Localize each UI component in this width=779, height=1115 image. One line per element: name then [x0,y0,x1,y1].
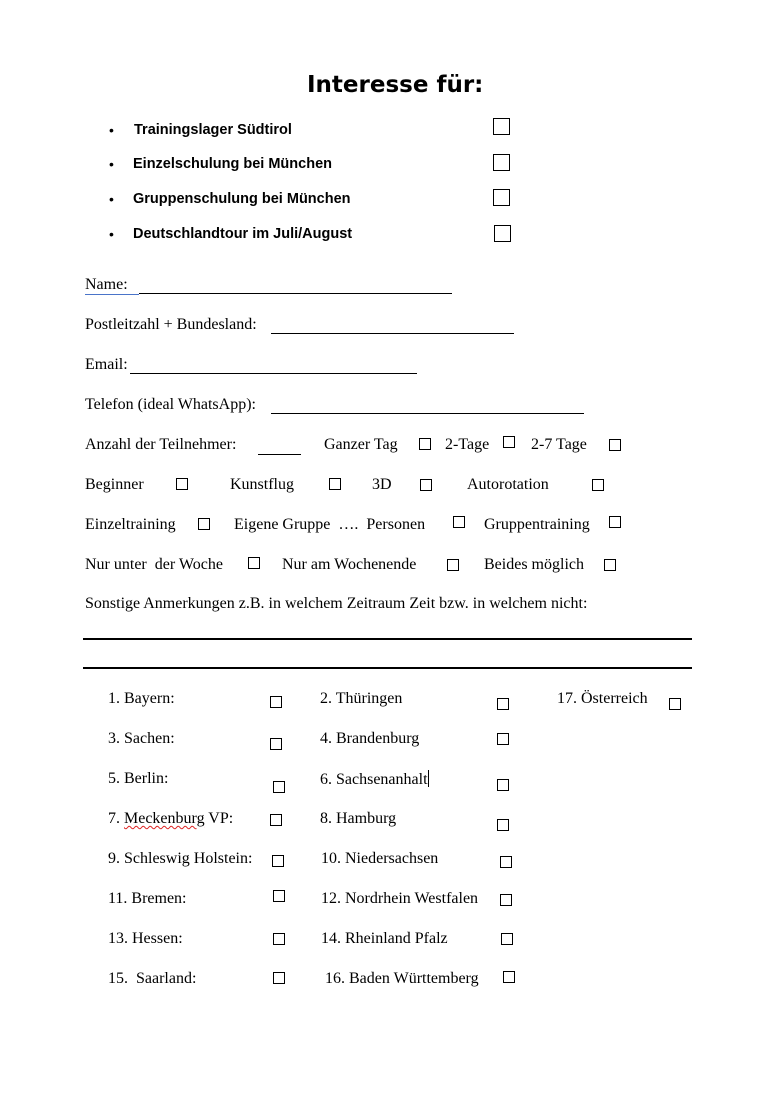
region-label: 9. Schleswig Holstein: [108,850,253,867]
own-group-checkbox[interactable] [453,516,465,528]
remarks-label: Sonstige Anmerkungen z.B. in welchem Zeitraum Zeit bzw. in welchem nicht: [85,595,588,612]
option-label: Ganzer Tag [324,436,398,453]
interest-checkbox[interactable] [493,189,510,206]
kunstflug-checkbox[interactable] [329,478,341,490]
region-checkbox-berlin[interactable] [273,781,285,793]
region-label: 2. Thüringen [320,690,403,707]
region-label: 14. Rheinland Pfalz [321,930,448,947]
region-checkbox-nrw[interactable] [500,894,512,906]
region-label: 8. Hamburg [320,810,397,827]
bullet-icon: • [109,226,114,242]
region-checkbox-hamburg[interactable] [497,819,509,831]
region-checkbox-rheinland-pfalz[interactable] [501,933,513,945]
region-checkbox-bremen[interactable] [273,890,285,902]
region-label: 5. Berlin: [108,770,169,787]
name-label: Name: [85,276,139,295]
text-cursor [428,770,429,787]
interest-checkbox[interactable] [493,118,510,135]
region-checkbox-baden-wuerttemberg[interactable] [503,971,515,983]
autorotation-checkbox[interactable] [592,479,604,491]
schedule-label: Nur unter der Woche [85,556,223,573]
region-checkbox-saarland[interactable] [273,972,285,984]
region-label: 10. Niedersachsen [321,850,439,867]
region-label: 1. Bayern: [108,690,175,707]
beginner-checkbox[interactable] [176,478,188,490]
region-checkbox-oesterreich[interactable] [669,698,681,710]
region-checkbox-brandenburg[interactable] [497,733,509,745]
region-label: 15. Saarland: [108,970,197,987]
region-checkbox-sachsen[interactable] [270,738,282,750]
phone-label: Telefon (ideal WhatsApp): [85,396,256,413]
region-checkbox-mecklenburg[interactable] [270,814,282,826]
region-checkbox-schleswig-holstein[interactable] [272,855,284,867]
remarks-line-2[interactable] [83,667,692,669]
phone-field[interactable] [271,413,584,414]
bullet-icon: • [109,122,114,138]
interest-checkbox[interactable] [493,154,510,171]
postcode-label: Postleitzahl + Bundesland: [85,316,257,333]
option-label: 2-Tage [445,436,490,453]
training-label: Einzeltraining [85,516,176,533]
group-training-checkbox[interactable] [609,516,621,528]
region-label: 13. Hessen: [108,930,183,947]
participants-count-field[interactable] [258,454,301,455]
name-field[interactable] [139,293,452,294]
interest-label: Trainingslager Südtirol [134,122,292,138]
region-label: 4. Brandenburg [320,730,420,747]
both-checkbox[interactable] [604,559,616,571]
level-label: Kunstflug [230,476,294,493]
interest-label: Einzelschulung bei München [133,156,332,172]
interest-label: Gruppenschulung bei München [133,191,351,207]
level-label: 3D [372,476,392,493]
level-label: Autorotation [467,476,549,493]
email-label: Email: [85,356,128,373]
postcode-field[interactable] [271,333,514,334]
region-checkbox-bayern[interactable] [270,696,282,708]
email-field[interactable] [130,373,417,374]
single-training-checkbox[interactable] [198,518,210,530]
region-label: 3. Sachen: [108,730,175,747]
region-label: 11. Bremen: [108,890,187,907]
region-checkbox-niedersachsen[interactable] [500,856,512,868]
region-checkbox-hessen[interactable] [273,933,285,945]
bullet-icon: • [109,156,114,172]
region-checkbox-thueringen[interactable] [497,698,509,710]
level-label: Beginner [85,476,144,493]
page-title: Interesse für: [307,72,484,98]
3d-checkbox[interactable] [420,479,432,491]
region-checkbox-sachsenanhalt[interactable] [497,779,509,791]
region-label: 7. Meckenburg VP: [108,810,234,827]
two-to-seven-days-checkbox[interactable] [609,439,621,451]
option-label: 2-7 Tage [531,436,587,453]
schedule-label: Beides möglich [484,556,584,573]
remarks-line-1[interactable] [83,638,692,640]
weekdays-checkbox[interactable] [248,557,260,569]
two-days-checkbox[interactable] [503,436,515,448]
interest-label: Deutschlandtour im Juli/August [133,226,353,242]
full-day-checkbox[interactable] [419,438,431,450]
weekend-checkbox[interactable] [447,559,459,571]
region-label: 16. Baden Württemberg [325,970,479,987]
training-label: Eigene Gruppe …. Personen [234,516,426,533]
region-label: 17. Österreich [557,690,648,707]
training-label: Gruppentraining [484,516,590,533]
participants-label: Anzahl der Teilnehmer: [85,436,237,453]
interest-checkbox[interactable] [494,225,511,242]
region-label: 6. Sachsenanhalt [320,771,428,788]
bullet-icon: • [109,191,114,207]
region-label: 12. Nordrhein Westfalen [321,890,479,907]
schedule-label: Nur am Wochenende [282,556,417,573]
